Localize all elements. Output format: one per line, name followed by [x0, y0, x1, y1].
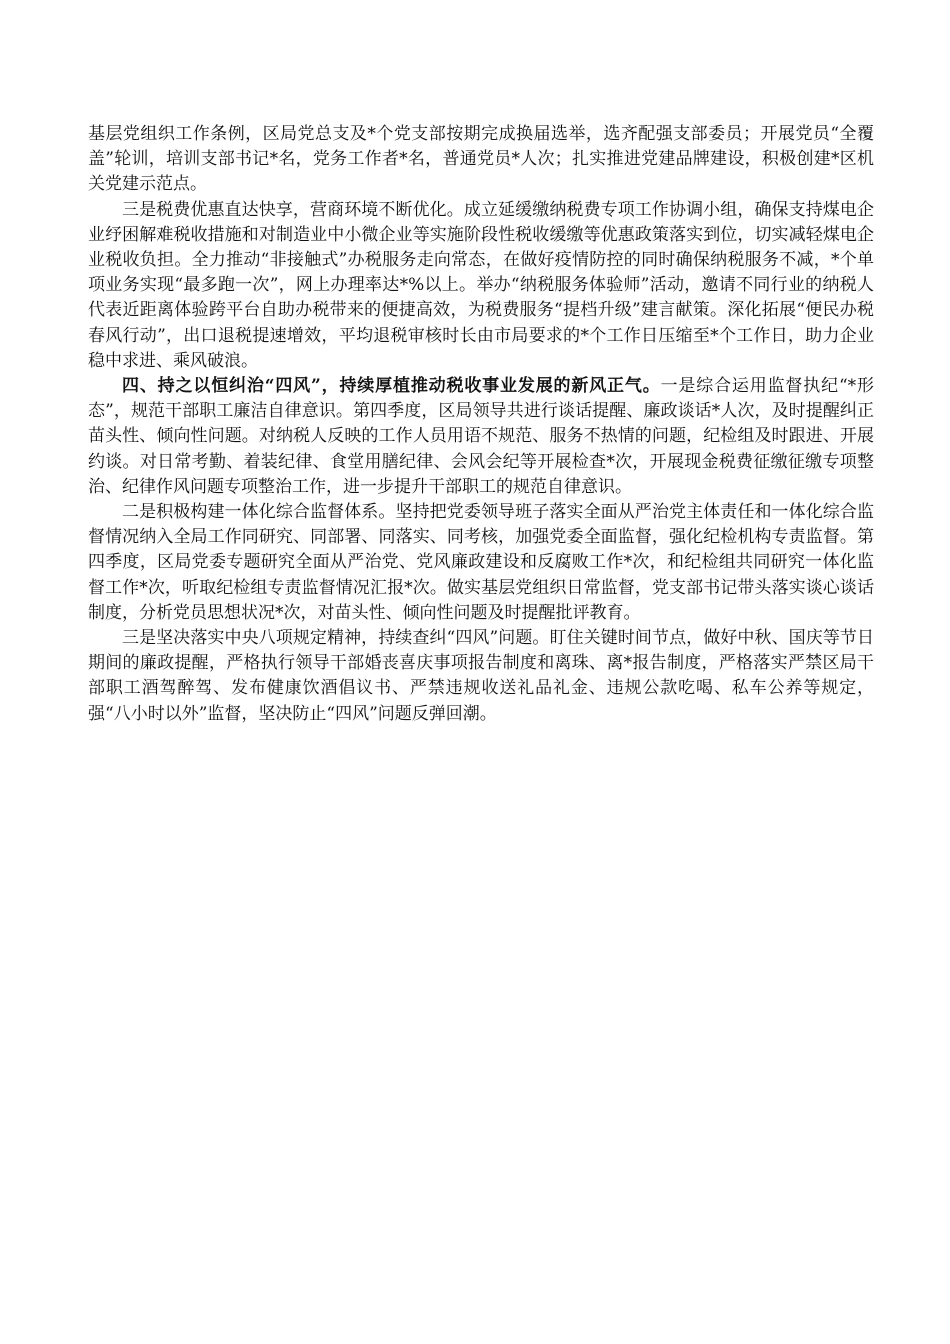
paragraph-supervision-system	[88, 500, 874, 626]
paragraph-tax-preferences	[88, 198, 874, 374]
paragraph-party-organization	[88, 122, 874, 198]
document-body	[88, 122, 874, 727]
paragraph-text: 三是坚决落实中央八项规定精神，持续查纠“四风”问题。盯住关键时间节点，做好中秋、国庆等节日期间的廉政提醒，严格执行领导干部婚丧喜庆事项报告制度和离珠、离*报告制度，严格落实严禁区局干部职工酒驾醉驾、发布健康饮酒倡议书、严禁违规收送礼品礼金、违规公款吃喝、私车公养等规定，强“八小时以外”监督，坚决防止“四风”问题反弹回潮。	[88, 628, 874, 724]
paragraph-text: 一是综合运用监督执纪“*形态”，规范干部职工廉洁自律意识。第四季度，区局领导共进行谈话提醒、廉政谈话*人次，及时提醒纠正苗头性、倾向性问题。对纳税人反映的工作人员用语不规范、服务不热情的问题，纪检组及时跟进、开展约谈。对日常考勤、着装纪律、食堂用膳纪律、会风会纪等开展检查*次，开展现金税费征缴征缴专项整治、纪律作风问题专项整治工作，进一步提升干部职工的规范自律意识。	[88, 376, 874, 497]
paragraph-text: 二是积极构建一体化综合监督体系。坚持把党委领导班子落实全面从严治党主体责任和一体化综合监督情况纳入全局工作同研究、同部署、同落实、同考核，加强党委全面监督，强化纪检机构专责监督。第四季度，区局党委专题研究全面从严治党、党风廉政建设和反腐败工作*次，和纪检组共同研究一体化监督工作*次，听取纪检组专责监督情况汇报*次。做实基层党组织日常监督，党支部书记带头落实谈心谈话制度，分析党员思想状况*次，对苗头性、倾向性问题及时提醒批评教育。	[88, 502, 874, 623]
paragraph-eight-rules	[88, 626, 874, 727]
paragraph-text: 三是税费优惠直达快享，营商环境不断优化。成立延缓缴纳税费专项工作协调小组，确保支持煤电企业纾困解难税收措施和对制造业中小微企业等实施阶段性税收缓缴等优惠政策落实到位，切实减轻煤电企业税收负担。全力推动“非接触式”办税服务走向常态，在做好疫情防控的同时确保纳税服务不减，*个单项业务实现“最多跑一次”，网上办理率达*%以上。举办“纳税服务体验师”活动，邀请不同行业的纳税人代表近距离体验跨平台自助办税带来的便捷高效，为税费服务“提档升级”建言献策。深化拓展“便民办税春风行动”，出口退税提速增效，平均退税审核时长由市局要求的*个工作日压缩至*个工作日，助力企业稳中求进、乘风破浪。	[88, 199, 874, 371]
paragraph-section-four	[88, 374, 874, 500]
section-heading: 四、持之以恒纠治“四风”，持续厚植推动税收事业发展的新风正气。	[122, 376, 661, 397]
paragraph-text: 基层党组织工作条例，区局党总支及*个党支部按期完成换届选举，选齐配强支部委员；开展党员“全覆盖”轮训，培训支部书记*名，党务工作者*名，普通党员*人次；扎实推进党建品牌建设，积极创建*区机关党建示范点。	[88, 124, 874, 195]
